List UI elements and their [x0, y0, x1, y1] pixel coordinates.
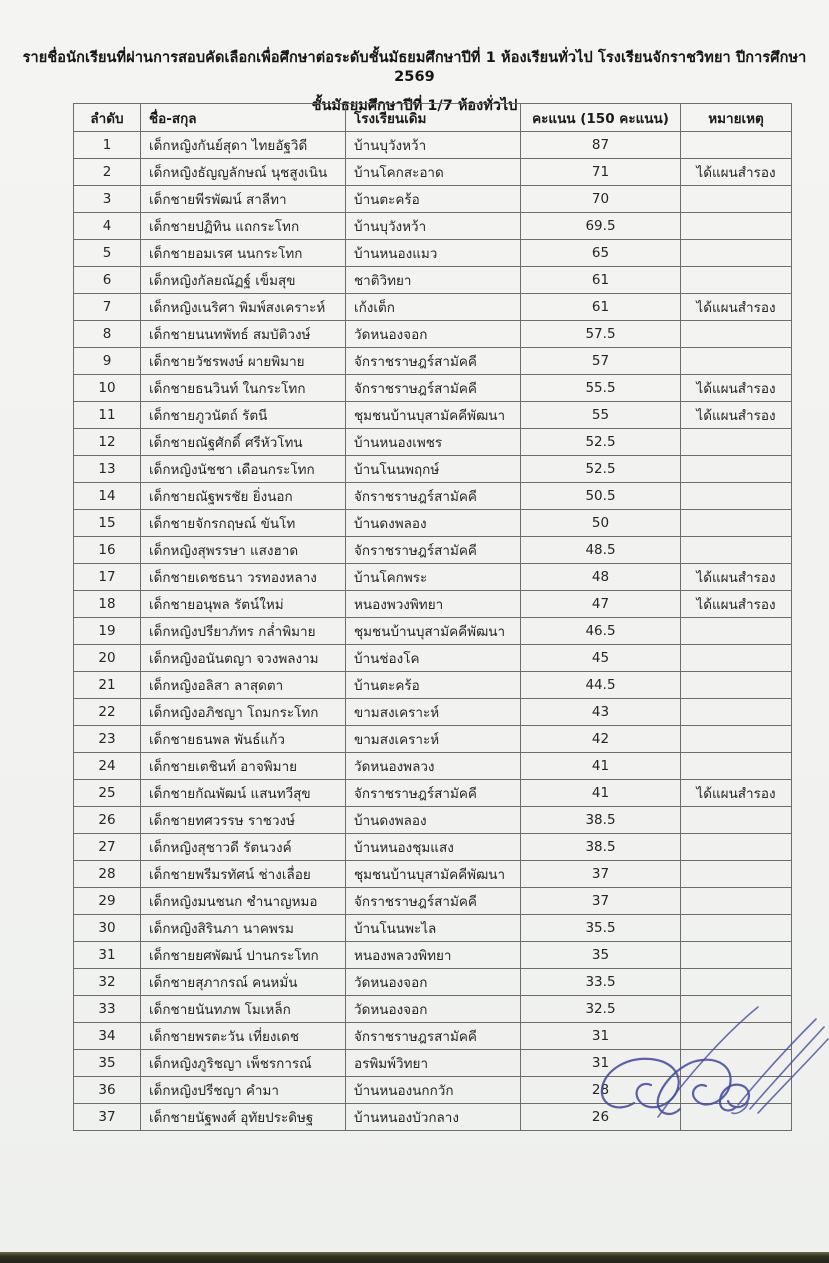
table-row — [74, 132, 792, 159]
cell-name: เด็กชายจักรกฤษณ์ ขันโท — [141, 510, 346, 537]
cell-no: 18 — [74, 591, 141, 618]
cell-no: 34 — [74, 1023, 141, 1050]
cell-score: 33.5 — [521, 969, 681, 996]
cell-no: 31 — [74, 942, 141, 969]
cell-score: 71 — [521, 159, 681, 186]
table-row — [74, 618, 792, 645]
header-remark: หมายเหตุ — [681, 104, 792, 132]
header-score: คะแนน (150 คะแนน) — [521, 104, 681, 132]
cell-remark — [681, 1077, 792, 1104]
table-row — [74, 672, 792, 699]
cell-score: 45 — [521, 645, 681, 672]
cell-no: 19 — [74, 618, 141, 645]
cell-remark — [681, 753, 792, 780]
cell-score: 37 — [521, 861, 681, 888]
header-name: ชื่อ-สกุล — [141, 104, 346, 132]
cell-no: 22 — [74, 699, 141, 726]
header-school: โรงเรียนเดิม — [346, 104, 521, 132]
cell-school: ชุมชนบ้านบุสามัคคีพัฒนา — [346, 861, 521, 888]
cell-score: 50.5 — [521, 483, 681, 510]
cell-school: จักราชราษฎร์สามัคคี — [346, 375, 521, 402]
cell-remark — [681, 996, 792, 1023]
cell-score: 41 — [521, 753, 681, 780]
cell-school: จักราชราษฎร์สามัคคี — [346, 483, 521, 510]
cell-no: 35 — [74, 1050, 141, 1077]
table-row — [74, 1077, 792, 1104]
cell-no: 20 — [74, 645, 141, 672]
cell-remark — [681, 969, 792, 996]
student-roster-table — [73, 103, 792, 1131]
cell-no: 23 — [74, 726, 141, 753]
table-row — [74, 321, 792, 348]
cell-school: บ้านหนองบัวกลาง — [346, 1104, 521, 1131]
cell-remark: ได้แผนสำรอง — [681, 402, 792, 429]
cell-school: บ้านหนองแมว — [346, 240, 521, 267]
table-row — [74, 996, 792, 1023]
cell-score: 50 — [521, 510, 681, 537]
cell-score: 57.5 — [521, 321, 681, 348]
cell-name: เด็กชายสุภากรณ์ คนหมั่น — [141, 969, 346, 996]
cell-score: 43 — [521, 699, 681, 726]
table-row — [74, 888, 792, 915]
table-row — [74, 807, 792, 834]
table-row — [74, 375, 792, 402]
cell-name: เด็กหญิงธัญญลักษณ์ นุชสูงเนิน — [141, 159, 346, 186]
cell-remark — [681, 1023, 792, 1050]
cell-remark: ได้แผนสำรอง — [681, 564, 792, 591]
cell-remark — [681, 537, 792, 564]
cell-no: 9 — [74, 348, 141, 375]
cell-remark — [681, 321, 792, 348]
cell-school: ชุมชนบ้านบุสามัคคีพัฒนา — [346, 618, 521, 645]
cell-school: บ้านโคกพระ — [346, 564, 521, 591]
cell-no: 21 — [74, 672, 141, 699]
cell-name: เด็กชายปฏิทิน แถกระโทก — [141, 213, 346, 240]
cell-school: วัดหนองจอก — [346, 996, 521, 1023]
cell-remark — [681, 834, 792, 861]
table-row — [74, 456, 792, 483]
cell-name: เด็กชายอมเรศ นนกระโทก — [141, 240, 346, 267]
cell-name: เด็กชายธนพล พันธ์แก้ว — [141, 726, 346, 753]
cell-school: จักราชราษฎร์สามัคคี — [346, 780, 521, 807]
table-row — [74, 726, 792, 753]
cell-name: เด็กชายวัชรพงษ์ ผายพิมาย — [141, 348, 346, 375]
cell-no: 16 — [74, 537, 141, 564]
cell-name: เด็กชายนนทพัทธ์ สมบัติวงษ์ — [141, 321, 346, 348]
table-row — [74, 483, 792, 510]
cell-name: เด็กหญิงนัชชา เดือนกระโทก — [141, 456, 346, 483]
cell-score: 52.5 — [521, 429, 681, 456]
table-row — [74, 942, 792, 969]
table-row — [74, 591, 792, 618]
cell-remark — [681, 213, 792, 240]
cell-name: เด็กชายธนวินท์ ในกระโทก — [141, 375, 346, 402]
cell-school: บ้านโคกสะอาด — [346, 159, 521, 186]
cell-score: 38.5 — [521, 807, 681, 834]
table-row — [74, 429, 792, 456]
table-row — [74, 699, 792, 726]
cell-school: บ้านดงพลอง — [346, 807, 521, 834]
table-row — [74, 834, 792, 861]
cell-name: เด็กหญิงอภิชญา โถมกระโทก — [141, 699, 346, 726]
cell-school: บ้านโนนพะไล — [346, 915, 521, 942]
cell-no: 32 — [74, 969, 141, 996]
table-row — [74, 213, 792, 240]
cell-no: 6 — [74, 267, 141, 294]
cell-name: เด็กชายณัฐพรชัย ยิ่งนอก — [141, 483, 346, 510]
cell-no: 27 — [74, 834, 141, 861]
table-row — [74, 267, 792, 294]
cell-no: 33 — [74, 996, 141, 1023]
cell-name: เด็กชายพีรพัฒน์ สาลีทา — [141, 186, 346, 213]
cell-score: 57 — [521, 348, 681, 375]
cell-no: 5 — [74, 240, 141, 267]
cell-no: 37 — [74, 1104, 141, 1131]
cell-school: บ้านตะคร้อ — [346, 186, 521, 213]
table-row — [74, 510, 792, 537]
table-row — [74, 240, 792, 267]
table-row — [74, 1104, 792, 1131]
cell-remark — [681, 888, 792, 915]
cell-remark: ได้แผนสำรอง — [681, 294, 792, 321]
table-header-row — [74, 104, 792, 132]
table-row — [74, 645, 792, 672]
cell-school: บ้านโนนพฤกษ์ — [346, 456, 521, 483]
cell-score: 46.5 — [521, 618, 681, 645]
cell-school: บ้านหนองเพชร — [346, 429, 521, 456]
document-title-line2: ชั้นมัธยมศึกษาปีที่ 1/7 ห้องทั่วไป — [311, 98, 518, 114]
cell-name: เด็กหญิงปรียาภัทร กล่ำพิมาย — [141, 618, 346, 645]
cell-name: เด็กชายณัฐศักดิ์ ศรีหัวโทน — [141, 429, 346, 456]
cell-score: 44.5 — [521, 672, 681, 699]
cell-no: 3 — [74, 186, 141, 213]
cell-school: จักราชราษฎรสามัคคี — [346, 1023, 521, 1050]
cell-school: บ้านบุวังหว้า — [346, 213, 521, 240]
cell-no: 12 — [74, 429, 141, 456]
cell-remark — [681, 645, 792, 672]
cell-remark — [681, 807, 792, 834]
scan-bottom-edge — [0, 1252, 829, 1263]
cell-school: บ้านหนองนกกวัก — [346, 1077, 521, 1104]
cell-school: ชาติวิทยา — [346, 267, 521, 294]
cell-no: 17 — [74, 564, 141, 591]
table-row — [74, 537, 792, 564]
cell-name: เด็กหญิงสุพรรษา แสงฮาด — [141, 537, 346, 564]
cell-remark — [681, 510, 792, 537]
cell-score: 26 — [521, 1104, 681, 1131]
cell-remark — [681, 456, 792, 483]
cell-name: เด็กชายกัณพัฒน์ แสนทวีสุข — [141, 780, 346, 807]
cell-remark: ได้แผนสำรอง — [681, 780, 792, 807]
cell-score: 61 — [521, 294, 681, 321]
cell-remark — [681, 915, 792, 942]
table-row — [74, 348, 792, 375]
cell-school: บ้านช่องโค — [346, 645, 521, 672]
cell-name: เด็กหญิงเนริศา พิมพ์สงเคราะห์ — [141, 294, 346, 321]
cell-no: 15 — [74, 510, 141, 537]
cell-name: เด็กชายพรตะวัน เที่ยงเดช — [141, 1023, 346, 1050]
cell-name: เด็กหญิงภูริชญา เพ็ชรการณ์ — [141, 1050, 346, 1077]
cell-remark: ได้แผนสำรอง — [681, 159, 792, 186]
cell-remark — [681, 348, 792, 375]
table-row — [74, 861, 792, 888]
cell-score: 38.5 — [521, 834, 681, 861]
cell-school: จักราชราษฎร์สามัคคี — [346, 348, 521, 375]
table-row — [74, 780, 792, 807]
cell-score: 32.5 — [521, 996, 681, 1023]
table-row — [74, 159, 792, 186]
cell-no: 4 — [74, 213, 141, 240]
cell-name: เด็กหญิงปรีชญา คำมา — [141, 1077, 346, 1104]
cell-remark — [681, 240, 792, 267]
cell-score: 47 — [521, 591, 681, 618]
cell-no: 2 — [74, 159, 141, 186]
cell-remark: ได้แผนสำรอง — [681, 591, 792, 618]
cell-score: 41 — [521, 780, 681, 807]
cell-name: เด็กหญิงกันย์สุดา ไทยอัฐวิดี — [141, 132, 346, 159]
cell-remark — [681, 942, 792, 969]
table-row — [74, 1050, 792, 1077]
cell-score: 65 — [521, 240, 681, 267]
cell-score: 87 — [521, 132, 681, 159]
cell-score: 31 — [521, 1050, 681, 1077]
cell-name: เด็กชายเดชธนา วรทองหลาง — [141, 564, 346, 591]
cell-school: วัดหนองจอก — [346, 321, 521, 348]
table-row — [74, 753, 792, 780]
cell-score: 48.5 — [521, 537, 681, 564]
cell-school: บ้านหนองชุมแสง — [346, 834, 521, 861]
cell-score: 69.5 — [521, 213, 681, 240]
cell-no: 29 — [74, 888, 141, 915]
cell-school: ชุมชนบ้านบุสามัคคีพัฒนา — [346, 402, 521, 429]
table-row — [74, 294, 792, 321]
cell-school: จักราชราษฎร์สามัคคี — [346, 537, 521, 564]
cell-name: เด็กชายอนุพล รัตน์ใหม่ — [141, 591, 346, 618]
table-row — [74, 402, 792, 429]
cell-remark: ได้แผนสำรอง — [681, 375, 792, 402]
cell-school: จักราชราษฎร์สามัคคี — [346, 888, 521, 915]
cell-remark — [681, 672, 792, 699]
cell-name: เด็กชายนัฐพงศ์ อุทัยประดิษฐ — [141, 1104, 346, 1131]
cell-school: วัดหนองจอก — [346, 969, 521, 996]
cell-remark — [681, 186, 792, 213]
cell-remark — [681, 483, 792, 510]
cell-name: เด็กหญิงสุชาวดี รัตนวงค์ — [141, 834, 346, 861]
cell-school: อรพิมพ์วิทยา — [346, 1050, 521, 1077]
cell-school: บ้านดงพลอง — [346, 510, 521, 537]
cell-name: เด็กหญิงอนันตญา จวงพลงาม — [141, 645, 346, 672]
cell-no: 11 — [74, 402, 141, 429]
cell-school: เก้งเต็ก — [346, 294, 521, 321]
cell-score: 31 — [521, 1023, 681, 1050]
cell-remark — [681, 861, 792, 888]
cell-school: วัดหนองพลวง — [346, 753, 521, 780]
cell-remark — [681, 1050, 792, 1077]
cell-name: เด็กชายภูวนัตถ์ รัตนี — [141, 402, 346, 429]
student-table-body — [74, 132, 792, 1131]
document-title-line1: รายชื่อนักเรียนที่ผ่านการสอบคัดเลือกเพื่อศึกษาต่อระดับชั้นมัธยมศึกษาปีที่ 1 ห้องเรียนทั่วไป โรงเรียนจักราชวิทยา ปีการศึกษา 2569 — [22, 50, 807, 85]
cell-name: เด็กหญิงมนชนก ชำนาญหมอ — [141, 888, 346, 915]
cell-score: 42 — [521, 726, 681, 753]
cell-score: 52.5 — [521, 456, 681, 483]
cell-name: เด็กชายยศพัฒน์ ปานกระโทก — [141, 942, 346, 969]
cell-school: หนองพลวงพิทยา — [346, 942, 521, 969]
cell-score: 35 — [521, 942, 681, 969]
cell-no: 25 — [74, 780, 141, 807]
cell-score: 61 — [521, 267, 681, 294]
cell-score: 48 — [521, 564, 681, 591]
table-row — [74, 969, 792, 996]
cell-remark — [681, 618, 792, 645]
cell-remark — [681, 699, 792, 726]
cell-no: 8 — [74, 321, 141, 348]
cell-no: 26 — [74, 807, 141, 834]
cell-name: เด็กหญิงอลิสา ลาสุดตา — [141, 672, 346, 699]
cell-remark — [681, 267, 792, 294]
cell-name: เด็กหญิงกัลยณัฏฐ์ เข็มสุข — [141, 267, 346, 294]
cell-no: 7 — [74, 294, 141, 321]
cell-no: 24 — [74, 753, 141, 780]
cell-name: เด็กชายเตชินท์ อาจพิมาย — [141, 753, 346, 780]
table-row — [74, 186, 792, 213]
cell-school: บ้านตะคร้อ — [346, 672, 521, 699]
cell-name: เด็กชายทศวรรษ ราชวงษ์ — [141, 807, 346, 834]
cell-score: 28 — [521, 1077, 681, 1104]
cell-no: 14 — [74, 483, 141, 510]
cell-score: 35.5 — [521, 915, 681, 942]
cell-score: 55.5 — [521, 375, 681, 402]
cell-school: หนองพวงพิทยา — [346, 591, 521, 618]
cell-score: 37 — [521, 888, 681, 915]
cell-remark — [681, 1104, 792, 1131]
table-row — [74, 1023, 792, 1050]
cell-name: เด็กชายพรีมรทัศน์ ช่างเลื่อย — [141, 861, 346, 888]
table-row — [74, 564, 792, 591]
cell-school: บ้านบุวังหว้า — [346, 132, 521, 159]
cell-score: 70 — [521, 186, 681, 213]
table-row — [74, 915, 792, 942]
cell-remark — [681, 726, 792, 753]
header-no: ลำดับ — [74, 104, 141, 132]
cell-no: 1 — [74, 132, 141, 159]
cell-remark — [681, 429, 792, 456]
cell-remark — [681, 132, 792, 159]
cell-no: 36 — [74, 1077, 141, 1104]
cell-no: 30 — [74, 915, 141, 942]
cell-school: ขามสงเคราะห์ — [346, 726, 521, 753]
cell-name: เด็กชายนันทภพ โมเหล็ก — [141, 996, 346, 1023]
cell-no: 28 — [74, 861, 141, 888]
cell-school: ขามสงเคราะห์ — [346, 699, 521, 726]
cell-score: 55 — [521, 402, 681, 429]
cell-no: 10 — [74, 375, 141, 402]
cell-name: เด็กหญิงสิรินภา นาคพรม — [141, 915, 346, 942]
cell-no: 13 — [74, 456, 141, 483]
